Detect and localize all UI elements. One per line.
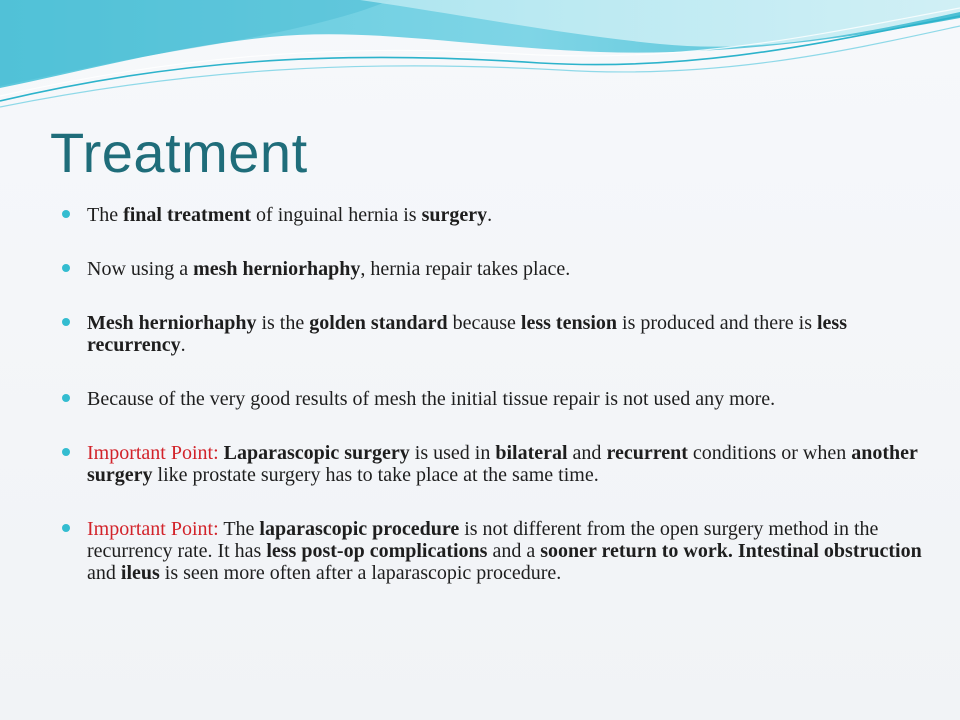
bullet-text: The final treatment of inguinal hernia is surgery. [87, 204, 493, 226]
bullet-icon [62, 394, 70, 402]
bullet-item [62, 258, 922, 280]
bullet-icon [62, 448, 70, 456]
bullet-icon [62, 524, 70, 532]
bullet-text: Important Point: The laparascopic procedure is not different from the open surgery method in the recurrency rate. It has less post-op complications and a sooner return to work. Intestinal obstruction and ileus is seen more often after a laparascopic procedure. [87, 518, 922, 584]
bullet-item [62, 442, 922, 486]
bullet-icon [62, 210, 70, 218]
bullet-item [62, 518, 922, 584]
bullet-text: Mesh herniorhaphy is the golden standard because less tension is produced and there is less recurrency. [87, 312, 847, 356]
important-point-label: Important Point: [87, 518, 224, 540]
important-point-label: Important Point: [87, 442, 224, 464]
bullet-text: Because of the very good results of mesh the initial tissue repair is not used any more. [87, 388, 776, 410]
bullet-icon [62, 318, 70, 326]
slide-title: Treatment [50, 121, 308, 184]
bullet-item [62, 204, 922, 226]
bullet-item [62, 312, 922, 356]
bullet-text: Important Point: Laparascopic surgery is used in bilateral and recurrent conditions or when another surgery like prostate surgery has to take place at the same time. [87, 442, 918, 486]
decorative-waves [0, 0, 960, 120]
bullet-list [62, 204, 922, 584]
bullet-text: Now using a mesh herniorhaphy, hernia repair takes place. [87, 258, 571, 280]
bullet-icon [62, 264, 70, 272]
bullet-item [62, 388, 922, 410]
